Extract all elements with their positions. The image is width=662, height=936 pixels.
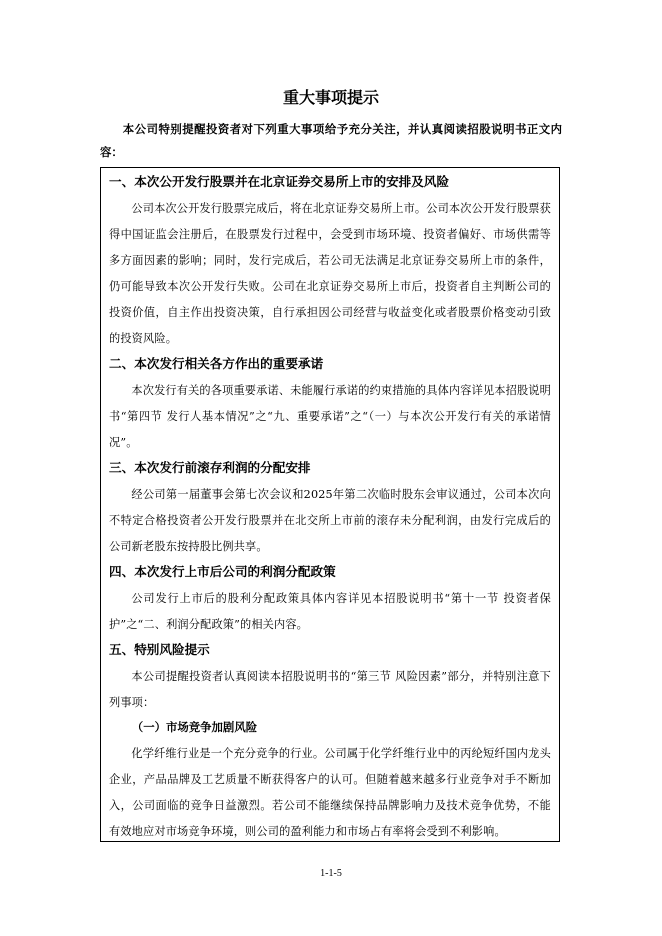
section-heading: 五、特别风险提示 <box>109 642 210 657</box>
section-retained-profits <box>109 457 551 560</box>
section-paragraph: 经公司第一届董事会第七次会议和2025年第二次临时股东会审议通过，公司本次向不特定合格投资者公开发行股票并在北交所上市前的滚存未分配利润，由发行完成后的公司新老股东按持股比例共享。 <box>109 488 551 553</box>
subsection-paragraph: 化学纤维行业是一个充分竞争的行业。公司属于化学纤维行业中的丙纶短纤国内龙头企业，产品品牌及工艺质量不断获得客户的认可。但随着越来越多行业竞争对手不断加入，公司面临的竞争日益激烈。若公司不能继续保持品牌影响力及技术竞争优势，不能有效地应对市场竞争环境，则公司的盈利能力和市场占有率将会受到不利影响。 <box>109 747 551 838</box>
page-number: 1-1-5 <box>320 868 342 879</box>
section-listing-arrangement <box>109 171 551 352</box>
subsection-heading: （一）市场竞争加剧风险 <box>131 720 258 734</box>
intro-paragraph: 本公司特别提醒投资者对下列重大事项给予充分关注，并认真阅读招股说明书正文内容： <box>100 122 562 159</box>
section-heading: 三、本次发行前滚存利润的分配安排 <box>109 460 311 475</box>
section-heading: 四、本次发行上市后公司的利润分配政策 <box>109 564 336 579</box>
notice-box <box>100 167 560 842</box>
section-risk-notice <box>109 639 551 845</box>
section-paragraph: 公司本次公开发行股票完成后，将在北京证券交易所上市。公司本次公开发行股票获得中国证监会注册后，在股票发行过程中，会受到市场环境、投资者偏好、市场供需等多方面因素的影响；同时，发行完成后，若公司无法满足北京证券交易所上市的条件，仍可能导致本次公开发行失败。公司在北京证券交易所上市后，投资者自主判断公司的投资价值，自主作出投资决策，自行承担因公司经营与收益变化或者股票价格变动引致的投资风险。 <box>109 202 551 345</box>
section-paragraph: 公司发行上市后的股利分配政策具体内容详见本招股说明书“第十一节 投资者保护”之“二、利润分配政策”的相关内容。 <box>109 592 551 631</box>
section-dividend-policy <box>109 561 551 638</box>
section-paragraph: 本次发行有关的各项重要承诺、未能履行承诺的约束措施的具体内容详见本招股说明书“第四节 发行人基本情况”之“九、重要承诺”之“（一）与本次公开发行有关的承诺情况”。 <box>109 384 551 449</box>
page-title: 重大事项提示 <box>282 88 379 107</box>
section-paragraph: 本公司提醒投资者认真阅读本招股说明书的“第三节 风险因素”部分，并特别注意下列事项： <box>109 670 551 709</box>
section-heading: 二、本次发行相关各方作出的重要承诺 <box>109 356 324 371</box>
section-commitments <box>109 353 551 456</box>
section-heading: 一、本次公开发行股票并在北京证券交易所上市的安排及风险 <box>109 174 450 189</box>
